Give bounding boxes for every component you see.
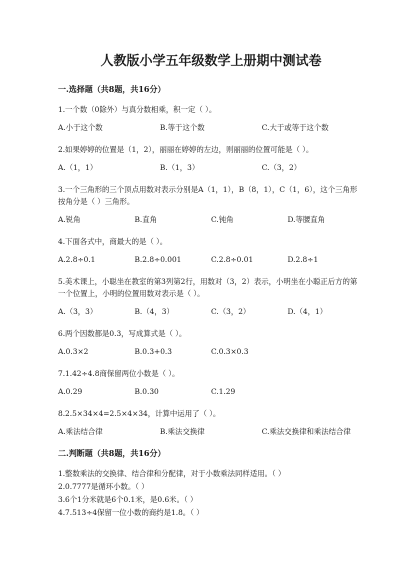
option-d: D.（4，1） xyxy=(287,307,328,316)
question-4-options xyxy=(58,254,364,266)
question-7-options xyxy=(58,386,364,398)
option-c: C.钝角 xyxy=(211,215,234,224)
question-1: 1.一个数（0除外）与真分数相乘，积一定（ ）。 xyxy=(58,105,217,114)
option-b: B.等于这个数 xyxy=(159,123,205,132)
option-b: B.0.30 xyxy=(134,387,159,396)
question-5: 5.美术课上，小聪坐在教室的第3列第2行，用数对（3，2）表示，小明坐在小聪正后方的第一个位置上，小明的位置用数对表示是（ ）。 xyxy=(58,277,358,298)
option-d: D.等腰直角 xyxy=(287,215,326,224)
question-8: 8.2.5×34×4=2.5×4×34，计算中运用了（ ）。 xyxy=(58,409,221,418)
question-2-options xyxy=(58,162,364,174)
judge-item: 1.整数乘法的交换律、结合律和分配律，对于小数乘法同样适用。（ ） xyxy=(58,469,286,478)
option-a: A.（3，3） xyxy=(58,307,98,316)
question-1-options xyxy=(58,122,364,134)
question-2: 2.如果婷婷的位置是（1，2），丽丽在婷婷的左边，则丽丽的位置可能是（ ）。 xyxy=(58,145,314,154)
option-a: A.（1，1） xyxy=(58,163,98,172)
option-b: B.直角 xyxy=(134,215,158,224)
section-heading-judge: 二.判断题（共8题，共16分） xyxy=(58,448,166,458)
judge-list xyxy=(58,468,364,519)
question-5-options xyxy=(58,306,364,318)
option-a: A.0.3×2 xyxy=(58,347,89,356)
question-8-options xyxy=(58,426,364,438)
judge-item: 2.0.7777是循环小数。（ ） xyxy=(58,482,149,491)
question-7: 7.1.42÷4.8商保留两位小数是（ ）。 xyxy=(58,369,180,378)
option-c: C.2.8÷0.01 xyxy=(211,255,254,264)
option-a: A.乘法结合律 xyxy=(58,427,103,436)
judge-item: 3.6个1分米就是6个0.1米，是0.6米。（ ） xyxy=(58,495,198,504)
section-heading-choice: 一.选择题（共8题，共16分） xyxy=(58,84,166,94)
page-title: 人教版小学五年级数学上册期中测试卷 xyxy=(100,54,322,69)
question-3: 3.一个三角形的三个顶点用数对表示分别是A（1，1），B（8，1），C（1，6），这个三角形按角分是（ ）三角形。 xyxy=(58,185,358,206)
option-c: C.乘法交换律和乘法结合律 xyxy=(261,427,351,436)
option-a: A.锐角 xyxy=(58,215,81,224)
option-c: C.（3，2） xyxy=(261,163,302,172)
option-b: B.（4，3） xyxy=(134,307,174,316)
option-b: B.0.3+0.3 xyxy=(134,347,172,356)
option-c: C.0.3×0.3 xyxy=(211,347,249,356)
option-b: B.（1，3） xyxy=(159,163,200,172)
judge-item: 4.7.513÷4保留一位小数的商约是1.8。（ ） xyxy=(58,508,204,517)
question-6: 6.两个因数都是0.3，写成算式是（ ）。 xyxy=(58,329,187,338)
option-c: C.（3，2） xyxy=(211,307,251,316)
option-b: B.乘法交换律 xyxy=(159,427,205,436)
option-a: A.2.8÷0.1 xyxy=(58,255,96,264)
option-b: B.2.8÷0.001 xyxy=(134,255,182,264)
question-4: 4.下面各式中，商最大的是（ ）。 xyxy=(58,237,168,246)
option-c: C.1.29 xyxy=(211,387,236,396)
option-a: A.小于这个数 xyxy=(58,123,103,132)
option-c: C.大于或等于这个数 xyxy=(261,123,329,132)
question-6-options xyxy=(58,346,364,358)
option-d: D.2.8÷1 xyxy=(287,255,319,264)
option-a: A.0.29 xyxy=(58,387,83,396)
question-3-options xyxy=(58,214,364,226)
